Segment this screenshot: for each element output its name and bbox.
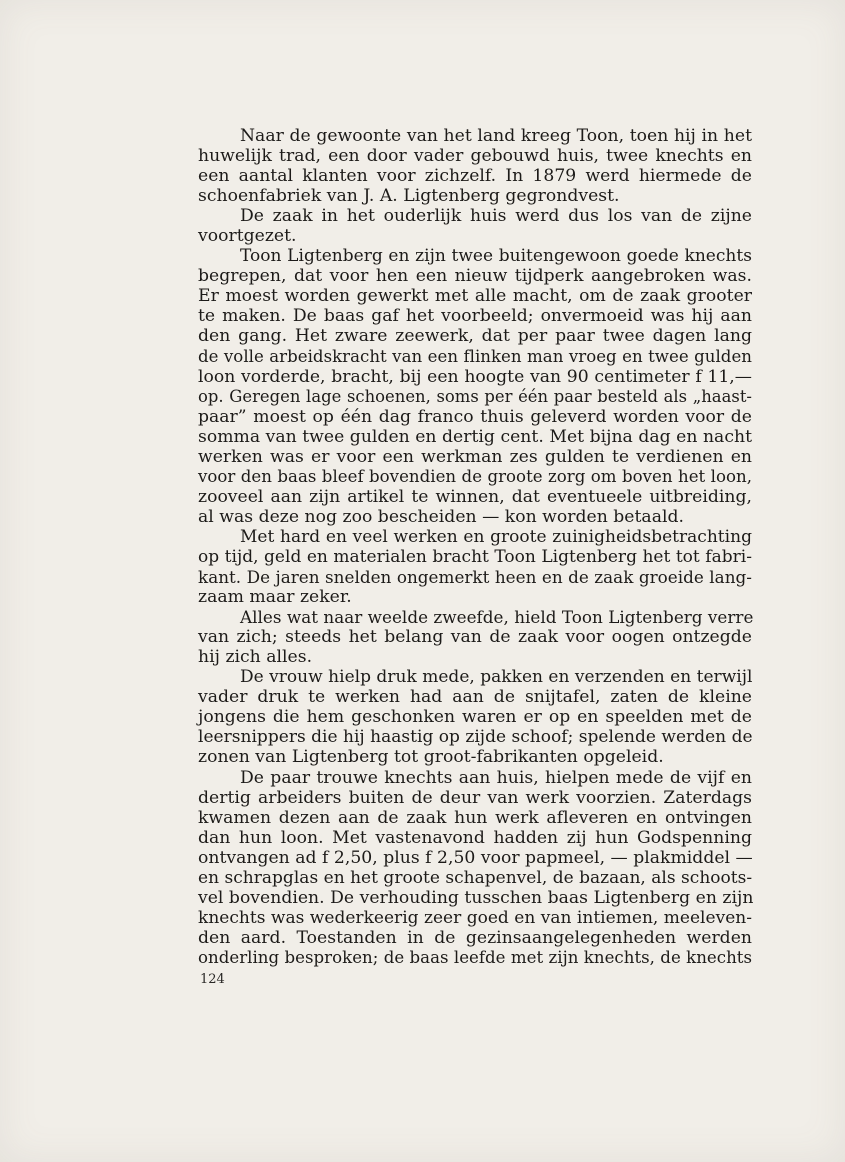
text-line: Toon Ligtenberg en zijn twee buitengewoon goede knechts [240, 246, 752, 267]
text-line: somma van twee gulden en dertig cent. Met bijna dag en nacht [198, 426, 752, 447]
text-line: loon vorderde, bracht, bij een hoogte van 90 centimeter f 11,— [198, 366, 752, 387]
text-line: vader druk te werken had aan de snijtafel, zaten de kleine [198, 687, 752, 708]
text-line: jongens die hem geschonken waren er op en speelden met de [198, 707, 752, 728]
text-line: kwamen dezen aan de zaak hun werk afleveren en ontvingen [198, 807, 752, 828]
text-line: van zich; steeds het belang van de zaak voor oogen ontzegde [198, 627, 752, 648]
text-line: zooveel aan zijn artikel te winnen, dat eventueele uitbreiding, [198, 486, 752, 507]
text-line: De vrouw hielp druk mede, pakken en verzenden en terwijl [240, 667, 753, 688]
text-line: te maken. De baas gaf het voorbeeld; onvermoeid was hij aan [198, 306, 752, 327]
text-line: ontvangen ad f 2,50, plus f 2,50 voor papmeel, — plakmiddel — [198, 847, 753, 868]
text-line: dan hun loon. Met vastenavond hadden zij hun Godspenning [198, 827, 752, 848]
text-line: De paar trouwe knechts aan huis, hielpen mede de vijf en [240, 767, 752, 788]
text-line: hij zich alles. [198, 647, 313, 668]
text-line: een aantal klanten voor zichzelf. In 1879 werd hiermede de [198, 166, 752, 187]
text-line: voortgezet. [198, 226, 297, 247]
body-text [198, 126, 752, 968]
text-line: den gang. Het zware zeewerk, dat per paar twee dagen lang [198, 326, 752, 347]
text-line: huwelijk trad, een door vader gebouwd huis, twee knechts en [198, 146, 752, 167]
text-line: knechts was wederkeerig zeer goed en van intiemen, meeleven- [198, 907, 753, 928]
text-line: Met hard en veel werken en groote zuinigheidsbetrachting [240, 526, 752, 547]
text-line: de volle arbeidskracht van een flinken man vroeg en twee gulden [198, 346, 752, 366]
text-line: dertig arbeiders buiten de deur van werk voorzien. Zaterdags [198, 787, 752, 808]
text-line: paar” moest op één dag franco thuis geleverd worden voor de [198, 406, 752, 427]
text-line: leersnippers die hij haastig op zijde schoof; spelende werden de [198, 727, 753, 748]
page-number: 124 [200, 972, 225, 987]
text-line: al was deze nog zoo bescheiden — kon worden betaald. [198, 506, 684, 527]
text-line: kant. De jaren snelden ongemerkt heen en de zaak groeide lang- [198, 567, 752, 588]
text-line: zaam maar zeker. [198, 587, 352, 608]
text-line: vel bovendien. De verhouding tusschen baas Ligtenberg en zijn [198, 887, 754, 908]
text-line: onderling besproken; de baas leefde met zijn knechts, de knechts [198, 947, 752, 967]
text-line: Naar de gewoonte van het land kreeg Toon, toen hij in het [240, 126, 752, 146]
text-line: den aard. Toestanden in de gezinsaangelegenheden werden [198, 927, 752, 948]
text-line: Er moest worden gewerkt met alle macht, om de zaak grooter [198, 286, 752, 307]
text-line: De zaak in het ouderlijk huis werd dus los van de zijne [240, 206, 752, 227]
text-line: werken was er voor een werkman zes gulden te verdienen en [198, 446, 752, 467]
text-line: begrepen, dat voor hen een nieuw tijdperk aangebroken was. [198, 266, 752, 287]
text-line: op. Geregen lage schoenen, soms per één paar besteld als „haast- [198, 386, 752, 406]
text-line: zonen van Ligtenberg tot groot-fabrikanten opgeleid. [198, 747, 664, 768]
text-line: schoenfabriek van J. A. Ligtenberg gegrondvest. [198, 186, 620, 207]
text-line: voor den baas bleef bovendien de groote zorg om boven het loon, [198, 466, 752, 486]
text-line: Alles wat naar weelde zweefde, hield Toon Ligtenberg verre [240, 607, 754, 628]
text-line: op tijd, geld en materialen bracht Toon Ligtenberg het tot fabri- [198, 546, 752, 567]
text-line: en schrapglas en het groote schapenvel, de bazaan, als schoots- [198, 867, 753, 888]
